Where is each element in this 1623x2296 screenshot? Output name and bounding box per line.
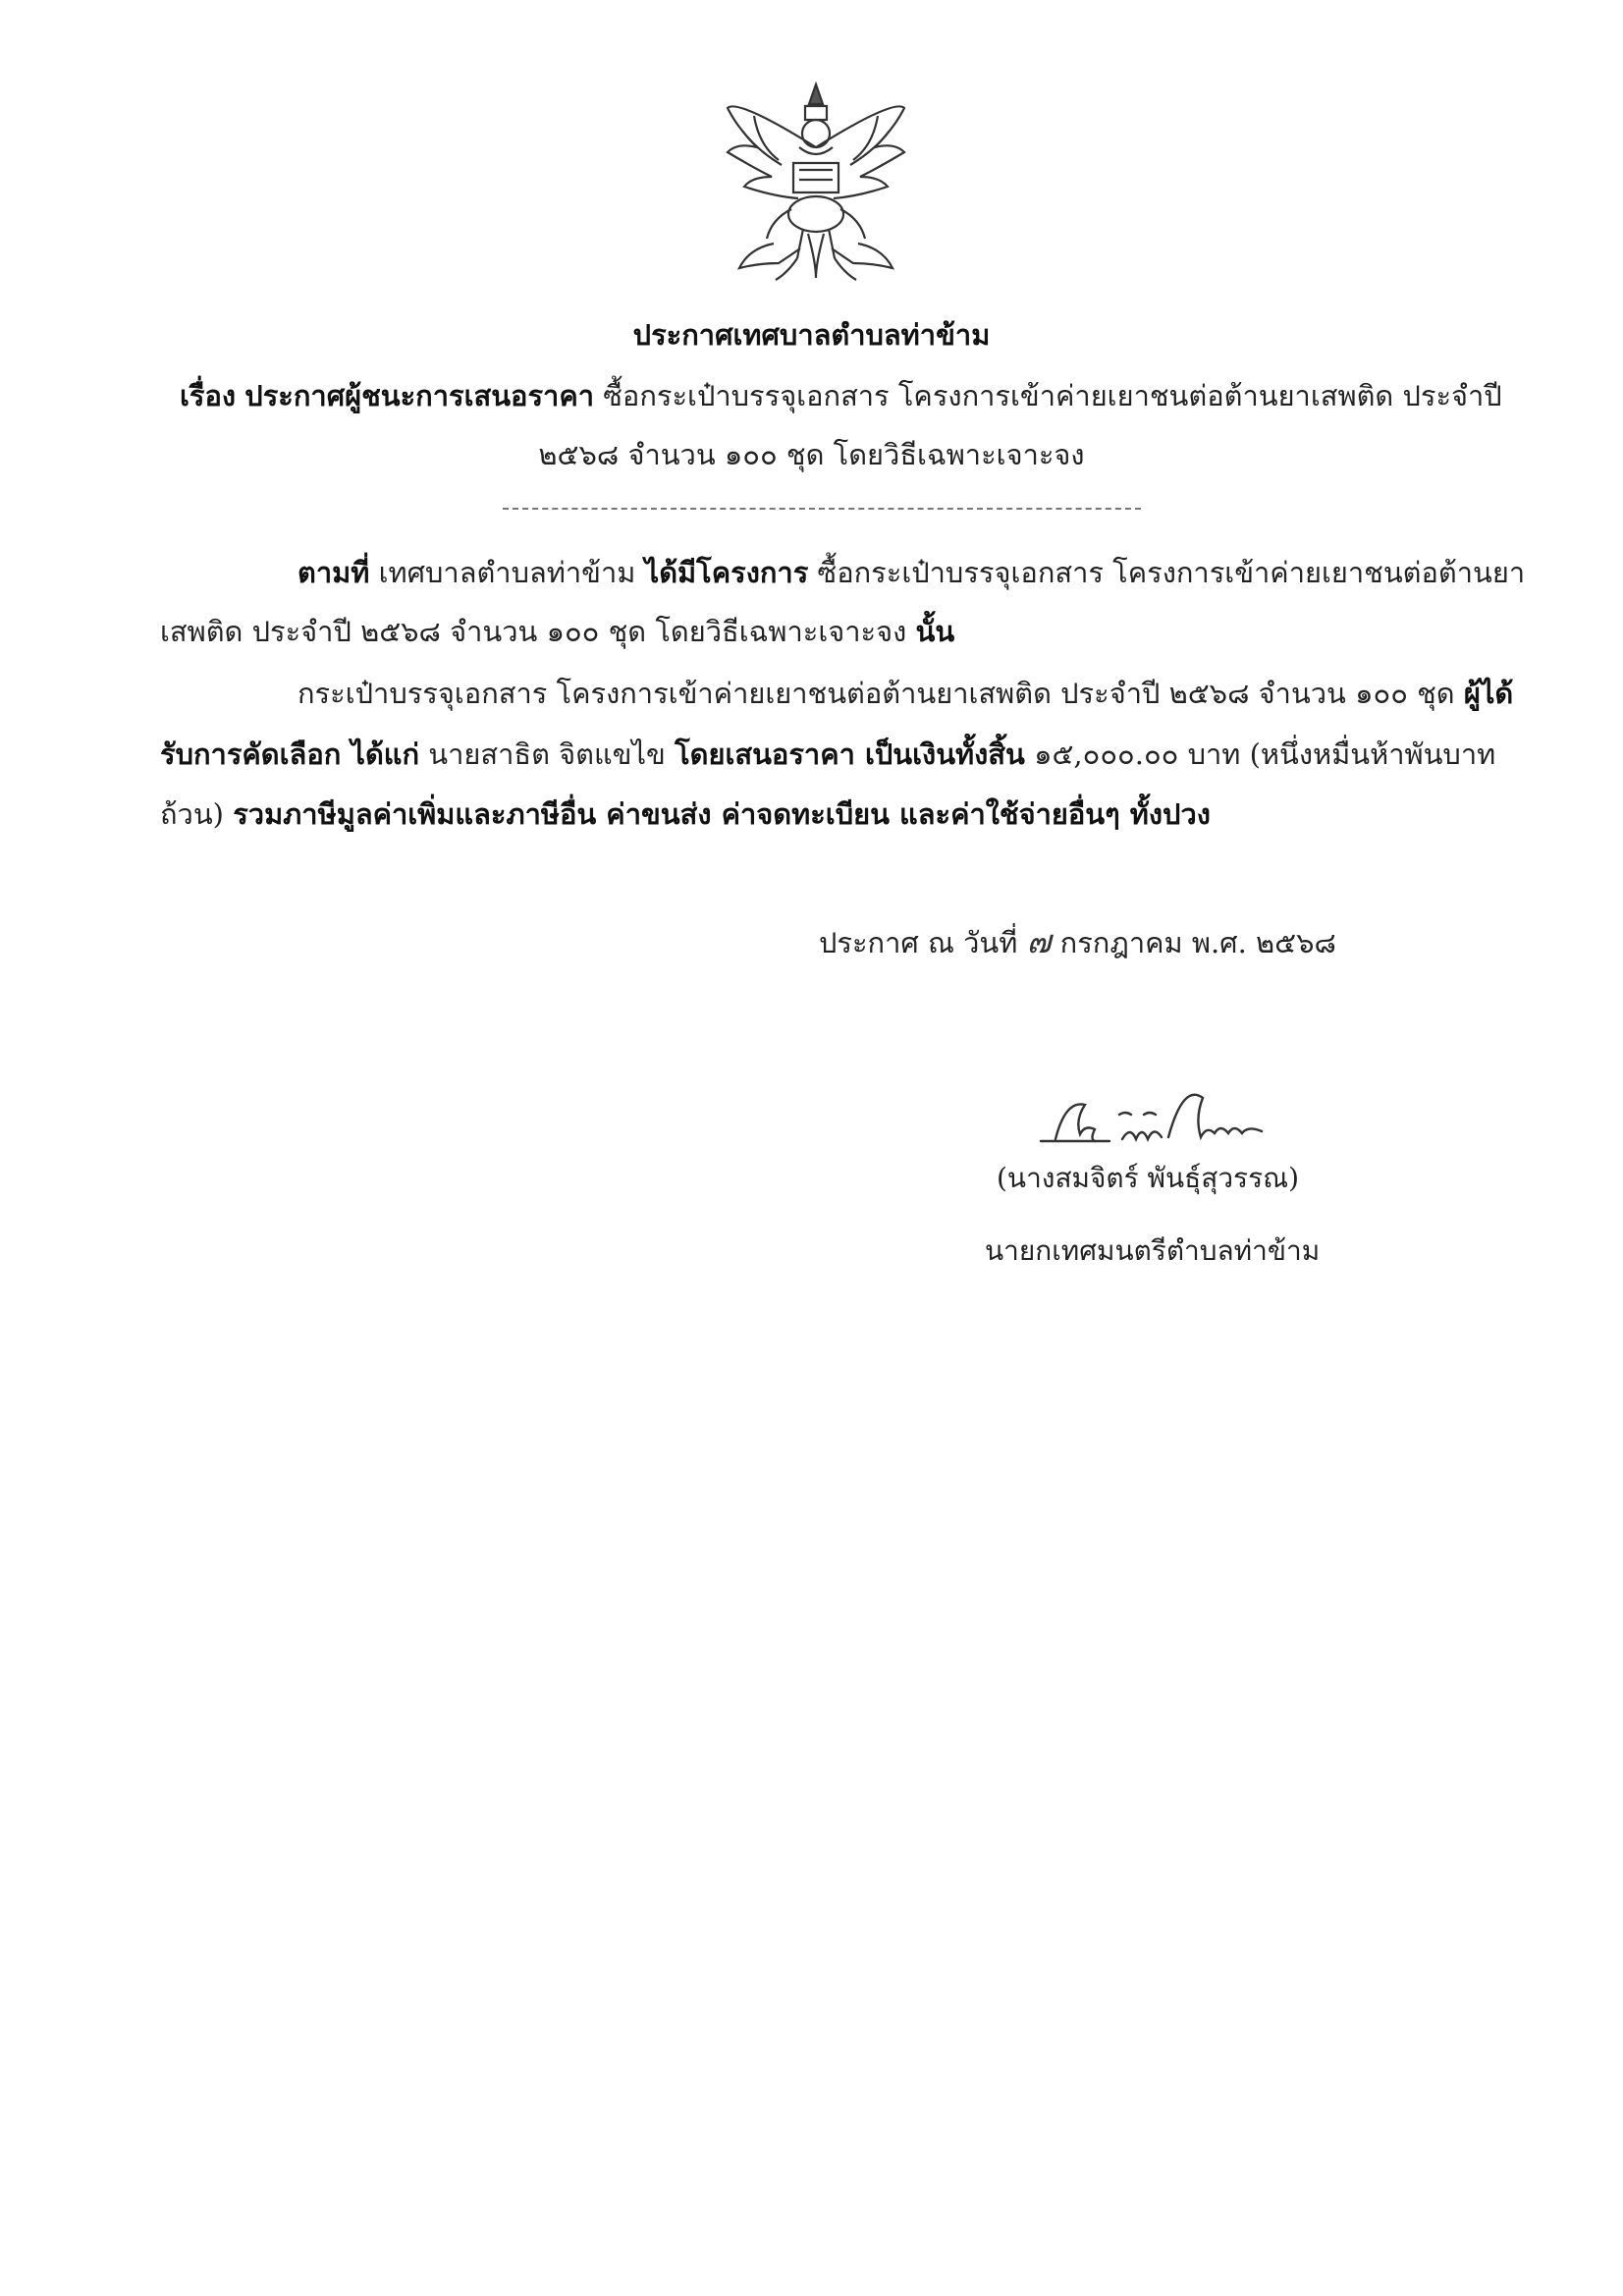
announce-prefix: ประกาศ ณ วันที่ bbox=[819, 926, 1018, 959]
para1-end: นั้น bbox=[915, 615, 955, 648]
para2-winner-name: นายสาธิต จิตแขไข bbox=[428, 738, 666, 771]
garuda-emblem-icon bbox=[715, 77, 917, 289]
signer-position: นายกเทศมนตรีตำบลท่าข้าม bbox=[985, 1234, 1321, 1267]
para2-winner-label: ผู้ได้ bbox=[1463, 677, 1514, 710]
para1-org: เทศบาลตำบลท่าข้าม bbox=[378, 556, 636, 589]
announcement-title bbox=[0, 312, 1623, 357]
para2-line1 bbox=[298, 671, 1513, 716]
announce-day: ๗ bbox=[1026, 922, 1052, 960]
title-bold: ประกาศเทศบาลตำบลท่าข้าม bbox=[632, 318, 991, 352]
para2-line3 bbox=[160, 792, 1211, 837]
para2-price-label: โดยเสนอราคา เป็นเงินทั้งสิ้น bbox=[675, 738, 1025, 771]
para2-selected-label: รับการคัดเลือก ได้แก่ bbox=[160, 738, 420, 771]
para2-price-end: ถ้วน) bbox=[160, 797, 224, 831]
signer-name: (นางสมจิตร์ พันธุ์สุวรรณ) bbox=[997, 1162, 1300, 1194]
announce-date bbox=[819, 915, 1336, 967]
para1-project-cont: เสพติด ประจำปี ๒๕๖๘ จำนวน ๑๐๐ ชุด โดยวิธีเฉพาะเจาะจง bbox=[160, 615, 907, 648]
para1-line2 bbox=[160, 609, 954, 654]
para1-has-project: ได้มีโครงการ bbox=[644, 556, 809, 589]
para1-project: ซื้อกระเป๋าบรรจุเอกสาร โครงการเข้าค่ายเยาชนต่อต้านยา bbox=[817, 556, 1526, 589]
para2-item: กระเป๋าบรรจุเอกสาร โครงการเข้าค่ายเยาชนต่อต้านยาเสพติด ประจำปี ๒๕๖๘ จำนวน ๑๐๐ ชุด bbox=[298, 677, 1455, 710]
subject-line-1 bbox=[180, 373, 1502, 418]
separator-dashed bbox=[503, 508, 1141, 510]
subject-line-2 bbox=[0, 432, 1623, 477]
para1-as: ตามที่ bbox=[298, 556, 370, 589]
subject-label: เรื่อง bbox=[180, 379, 237, 412]
para2-price: ๑๕,๐๐๐.๐๐ บาท (หนึ่งหมื่นห้าพันบาท bbox=[1034, 738, 1496, 771]
para2-line2 bbox=[160, 732, 1495, 777]
para2-inclusive: รวมภาษีมูลค่าเพิ่มและภาษีอื่น ค่าขนส่ง ค่าจดทะเบียน และค่าใช้จ่ายอื่นๆ ทั้งปวง bbox=[233, 797, 1211, 831]
announce-month-year: กรกฎาคม พ.ศ. ๒๕๖๘ bbox=[1059, 926, 1336, 959]
subject-rest: ซื้อกระเป๋าบรรจุเอกสาร โครงการเข้าค่ายเยาชนต่อต้านยาเสพติด ประจำปี bbox=[603, 379, 1502, 412]
handwritten-signature-icon bbox=[1036, 1080, 1291, 1159]
para1-line1 bbox=[298, 550, 1525, 595]
subject-bold: ประกาศผู้ชนะการเสนอราคา bbox=[244, 379, 594, 412]
subject-line-2-text: ๒๕๖๘ จำนวน ๑๐๐ ชุด โดยวิธีเฉพาะเจาะจง bbox=[538, 438, 1085, 471]
